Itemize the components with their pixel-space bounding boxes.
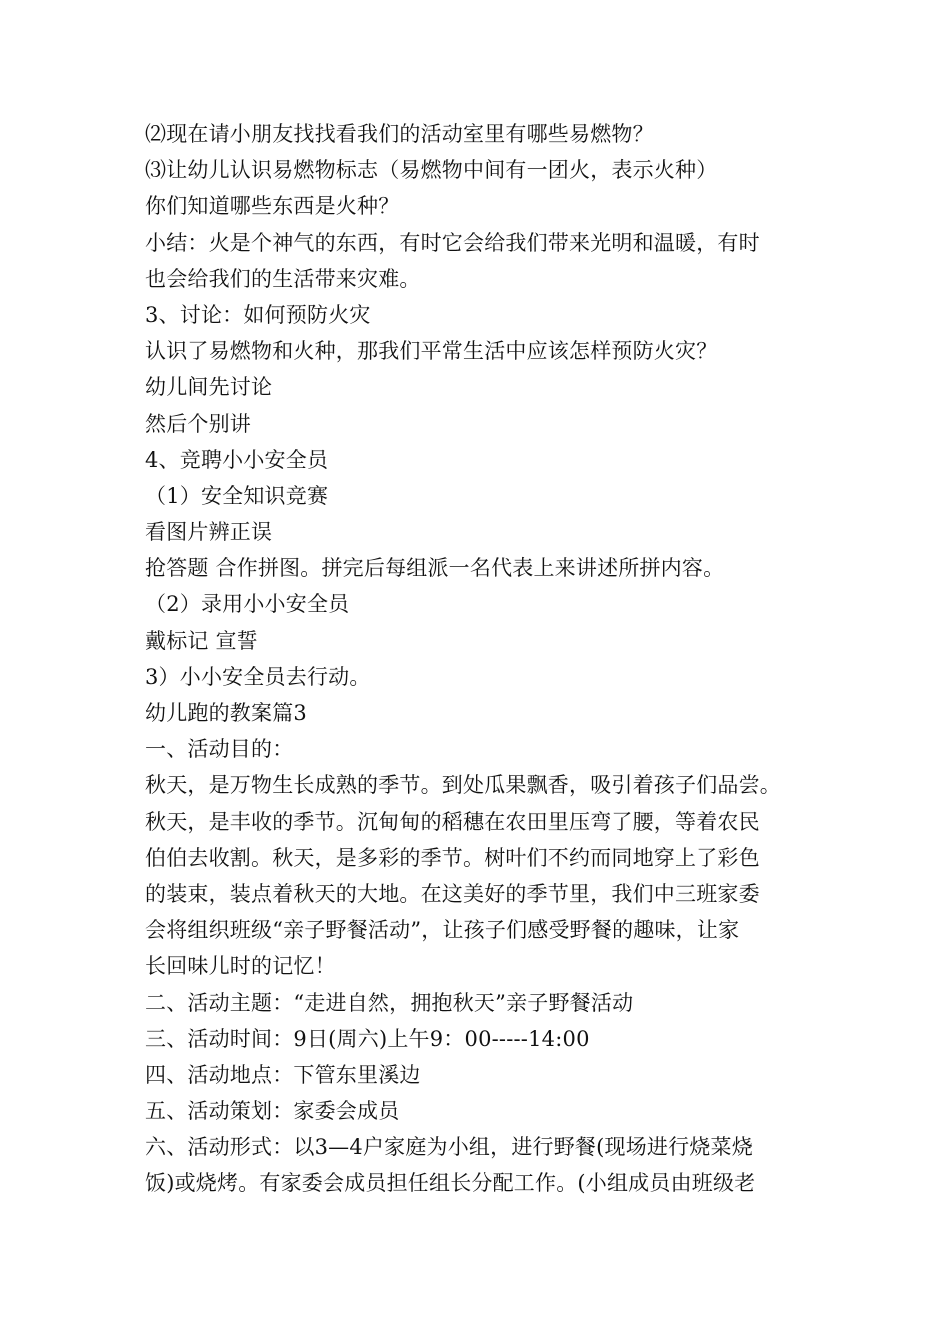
section-heading: 三、活动时间：9日(周六)上午9：00-----14:00	[145, 1026, 590, 1051]
paragraph-line: 秋天，是丰收的季节。沉甸甸的稻穗在农田里压弯了腰，等着农民	[145, 809, 760, 834]
paragraph-line: 伯伯去收割。秋天，是多彩的季节。树叶们不约而同地穿上了彩色	[145, 845, 760, 870]
text-line: 认识了易燃物和火种，那我们平常生活中应该怎样预防火灾？	[145, 339, 718, 364]
document-section-title: 幼儿跑的教案篇3	[145, 701, 307, 725]
text-line: 小结：火是个神气的东西，有时它会给我们带来光明和温暖，有时	[145, 230, 760, 255]
text-line: ⑵现在请小朋友找找看我们的活动室里有哪些易燃物？	[145, 122, 654, 146]
text-line: ⑶让幼儿认识易燃物标志（易燃物中间有一团火，表示火种）	[145, 158, 718, 183]
section-heading: 四、活动地点：下管东里溪边	[145, 1062, 421, 1087]
section-heading: 五、活动策划：家委会成员	[145, 1099, 400, 1124]
section-heading: 一、活动目的：	[145, 737, 294, 762]
text-line: 然后个别讲	[145, 411, 251, 436]
text-line: 也会给我们的生活带来灾难。	[145, 266, 421, 291]
section-heading: 六、活动形式：以3—4户家庭为小组，进行野餐(现场进行烧菜烧	[145, 1135, 753, 1160]
text-line: 看图片辨正误	[145, 520, 273, 545]
section-heading: 二、活动主题：“走进自然，拥抱秋天”亲子野餐活动	[145, 990, 634, 1015]
subsection-heading: 3）小小安全员去行动。	[145, 664, 371, 689]
paragraph-line: 秋天，是万物生长成熟的季节。到处瓜果飘香，吸引着孩子们品尝。	[145, 773, 781, 798]
text-line: 戴标记 宣誓	[145, 628, 258, 653]
paragraph-line: 的装束，装点着秋天的大地。在这美好的季节里，我们中三班家委	[145, 881, 760, 906]
text-line: 幼儿间先讨论	[145, 375, 273, 400]
subsection-heading: （2）录用小小安全员	[145, 592, 350, 617]
subsection-heading: （1）安全知识竞赛	[145, 483, 329, 508]
paragraph-line: 饭)或烧烤。有家委会成员担任组长分配工作。(小组成员由班级老	[145, 1171, 756, 1196]
text-line: 你们知道哪些东西是火种？	[145, 194, 400, 219]
section-heading: 3、讨论：如何预防火灾	[145, 302, 371, 327]
paragraph-line: 长回味儿时的记忆！	[145, 954, 336, 979]
document-body	[145, 116, 845, 1202]
text-line: 抢答题 合作拼图。拼完后每组派一名代表上来讲述所拼内容。	[145, 556, 725, 581]
paragraph-line: 会将组织班级“亲子野餐活动”，让孩子们感受野餐的趣味，让家	[145, 918, 740, 943]
section-heading: 4、竞聘小小安全员	[145, 447, 329, 472]
